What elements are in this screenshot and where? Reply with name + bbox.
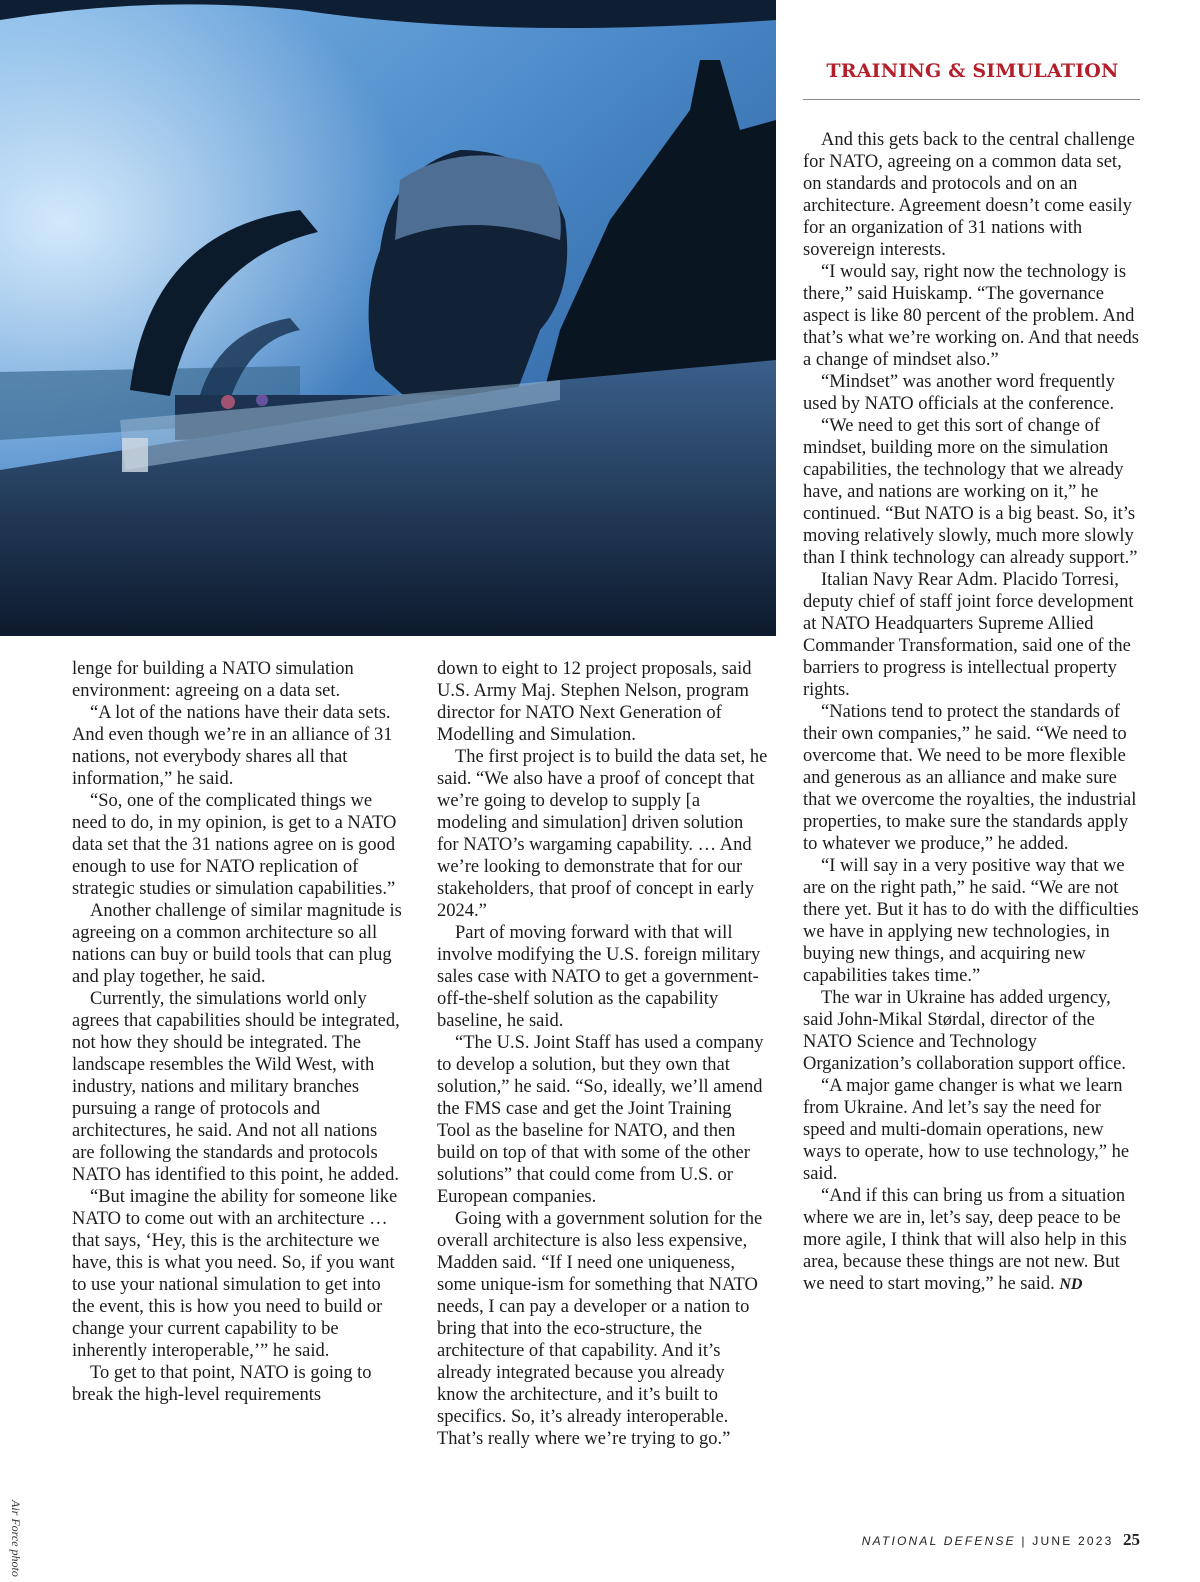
footer-issue-date: JUNE 2023 (1032, 1534, 1114, 1548)
article-paragraph: “I would say, right now the technology is there,” said Huiskamp. “The governance aspect is like 80 percent of the problem. And that’s what we’re working on. And that needs a change of mindset also.” (803, 262, 1140, 370)
fighter-pilot-simulator-photo-icon (0, 0, 776, 636)
article-paragraph: “Nations tend to protect the standards of their own companies,” he said. “We need to overcome that. We need to be more flexible and generous as an alliance and make sure that we overcome the royalties, the industrial properties, to make sure the standards apply to whatever we produce,” he added. (803, 702, 1137, 854)
article-paragraph: down to eight to 12 project proposals, said U.S. Army Maj. Stephen Nelson, program director for NATO Next Generation of Modelling and Simulation. (437, 659, 752, 745)
article-paragraph: “But imagine the ability for someone like NATO to come out with an architecture … that says, ‘Hey, this is the architecture we have, this is what you need. So, if you want to use your national simulation to get into the event, this is how you need to build or change your current capability to be inherently interoperable,’” he said. (72, 1187, 398, 1361)
article-paragraph: “I will say in a very positive way that we are on the right path,” he said. “We are not there yet. But it has to do with the difficulties we have in applying new technologies, in buying new things, and acquiring new capabilities takes time.” (803, 856, 1139, 986)
article-paragraph: “A major game changer is what we learn from Ukraine. And let’s say the need for speed and multi-domain operations, new ways to operate, how to use technology,” he said. (803, 1076, 1130, 1184)
cockpit-photo (0, 0, 776, 636)
article-paragraph: Going with a government solution for the overall architecture is also less expensive, Madden said. “If I need one uniqueness, some unique-ism for something that NATO needs, I can pay a developer or a nation to bring that into the eco-structure, the architecture of that capability. And it’s already integrated because you already know the architecture, and it’s built to specifics. So, it’s already interoperable. That’s really where we’re trying to go.” (437, 1209, 763, 1449)
page-number: 25 (1123, 1530, 1140, 1549)
article-paragraph: Currently, the simulations world only agrees that capabilities should be integrated, not how they should be integrated. The landscape resembles the Wild West, with industry, nations and military branches pursuing a range of protocols and architectures, he said. And not all nations are following the standards and protocols NATO has identified to this point, he added. (72, 989, 400, 1185)
article-paragraph: “And if this can bring us from a situation where we are in, let’s say, deep peace to be more agile, I think that will also help in this area, because these things are not new. But we need to start moving,” he said. ND (803, 1186, 1127, 1294)
footer-magazine-name: NATIONAL DEFENSE (861, 1534, 1016, 1548)
section-divider (803, 99, 1140, 100)
article-paragraph: “The U.S. Joint Staff has used a company to develop a solution, but they own that solution,” he said. “So, ideally, we’ll amend the FMS case and get the Joint Training Tool as the baseline for NATO, and then build on top of that with some of the other solutions” that could come from U.S. or European companies. (437, 1033, 764, 1207)
article-column-3 (803, 129, 1140, 1296)
article-paragraph: “Mindset” was another word frequently used by NATO officials at the conference. (803, 372, 1115, 414)
end-mark: ND (1059, 1276, 1083, 1293)
photo-credit: Air Force photo (9, 1500, 23, 1577)
article-paragraph: And this gets back to the central challenge for NATO, agreeing on a common data set, on standards and protocols and on an architecture. Agreement doesn’t come easily for an organization of 31 nations with sovereign interests. (803, 130, 1135, 260)
footer-separator: | (1021, 1534, 1027, 1548)
page-footer (862, 1530, 1140, 1550)
article-paragraph: To get to that point, NATO is going to break the high-level requirements (72, 1363, 372, 1405)
article-paragraph: The war in Ukraine has added urgency, said John-Mikal Størdal, director of the NATO Science and Technology Organization’s collaboration support office. (803, 988, 1126, 1074)
section-title: TRAINING & SIMULATION (826, 60, 1119, 82)
article-paragraph: “So, one of the complicated things we need to do, in my opinion, is get to a NATO data set that the 31 nations agree on is good enough to use for NATO replication of strategic studies or simulation capabilities.” (72, 791, 397, 899)
article-paragraph: Another challenge of similar magnitude is agreeing on a common architecture so all nations can buy or build tools that can plug and play together, he said. (72, 901, 402, 987)
article-paragraph: Italian Navy Rear Adm. Placido Torresi, deputy chief of staff joint force development at NATO Headquarters Supreme Allied Commander Transformation, said one of the barriers to progress is intellectual property rights. (803, 570, 1134, 700)
article-paragraph: lenge for building a NATO simulation environment: agreeing on a data set. (72, 659, 354, 701)
article-paragraph: The first project is to build the data set, he said. “We also have a proof of concept that we’re going to develop to supply [a modeling and simulation] driven solution for NATO’s wargaming capability. … And we’re looking to demonstrate that for our stakeholders, that proof of concept in early 2024.” (437, 747, 768, 921)
article-paragraph: “We need to get this sort of change of mindset, building more on the simulation capabilities, the technology that we already have, and nations are working on it,” he continued. “But NATO is a big beast. So, it’s moving relatively slowly, much more slowly than I think technology can already support.” (803, 416, 1138, 568)
article-column-2 (437, 658, 769, 1450)
article-column-1 (72, 658, 404, 1406)
article-paragraph: “A lot of the nations have their data sets. And even though we’re in an alliance of 31 nations, not everybody shares all that information,” he said. (72, 703, 393, 789)
article-paragraph: Part of moving forward with that will involve modifying the U.S. foreign military sales case with NATO to get a government-off-the-shelf solution as the capability baseline, he said. (437, 923, 761, 1031)
